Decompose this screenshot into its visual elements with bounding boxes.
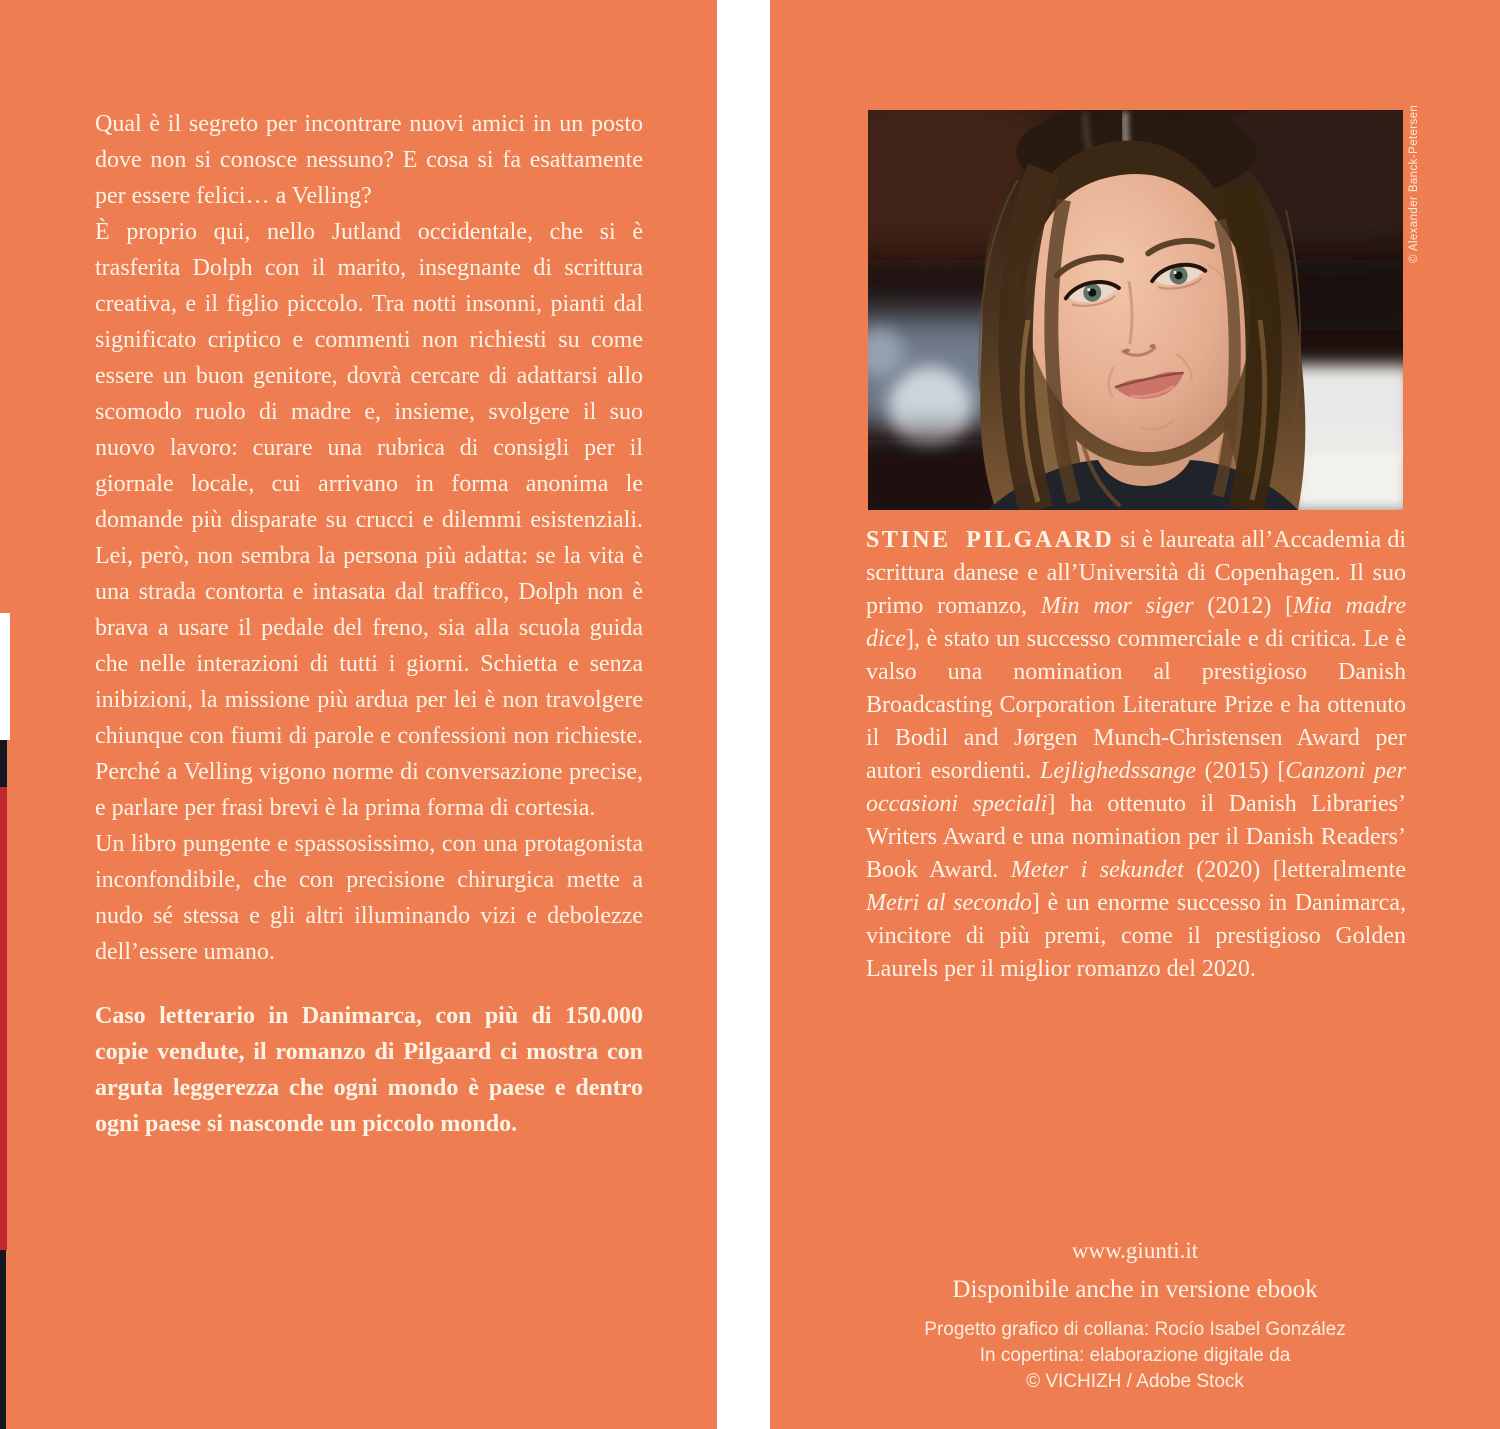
blurb-paragraph-1: Qual è il segreto per incontrare nuovi amici in un posto dove non si conosce nessuno? E cosa si fa esattamente per essere felici… a Velling?: [95, 111, 643, 209]
edge-sliver-dark-top: [0, 740, 7, 787]
blurb-paragraph-2: È proprio qui, nello Jutland occidentale, che si è trasferita Dolph con il marito, insegnante di scrittura creativa, e il figlio piccolo. Tra notti insonni, pianti dal significato criptico e commenti non richiesti su come essere un buon genitore, dovrà cercare di adattarsi allo scomodo ruolo di madre e, insieme, svolgere il suo nuovo lavoro: curare una rubrica di consigli per il giornale locale, cui arrivano in forma anonima le domande più disparate su crucci e dilemmi esistenziali. Lei, però, non sembra la persona più adatta: se la vita è una strada contorta e intasata dal traffico, Dolph non è brava a usare il pedale del freno, sia alla scuola guida che nelle interazioni di tutti i giorni. Schietta e senza inibizioni, la missione più ardua per lei è non travolgere chiunque con fiumi di parole e confessioni non richieste. Perché a Velling vigono norme di conversazione precise, e parlare per frasi brevi è la prima forma di cortesia.: [95, 219, 643, 821]
edge-sliver-white: [0, 613, 10, 740]
blurb-paragraph-3: Un libro pungente e spassosissimo, con una protagonista inconfondibile, che con precisione chirurgica mette a nudo sé stessa e gli altri illuminando vizi e debolezze dell’essere umano.: [95, 831, 643, 965]
edge-sliver-red: [0, 787, 7, 1250]
publisher-website: www.giunti.it: [1071, 1238, 1199, 1263]
ebook-note: Disponibile anche in versione ebook: [952, 1276, 1318, 1303]
print-credits: [770, 1317, 1500, 1395]
edge-sliver-dark-bottom: [0, 1250, 6, 1429]
cover-credit-line-2: © VICHIZH / Adobe Stock: [1026, 1371, 1244, 1392]
sales-highlight-paragraph: Caso letterario in Danimarca, con più di 150.000 copie vendute, il romanzo di Pilgaard ci mostra con arguta leggerezza che ogni mondo è paese e dentro ogni paese si nasconde un piccolo mondo.: [95, 1003, 643, 1137]
author-portrait-illustration: [868, 110, 1403, 510]
back-cover-panel: [0, 0, 717, 1429]
jacket-gutter: [717, 0, 770, 1429]
author-photo: [868, 110, 1403, 510]
back-cover-blurb: [95, 106, 643, 1142]
cover-credit-line-1: In copertina: elaborazione digitale da: [979, 1345, 1291, 1366]
author-bio: STINE PILGAARD si è laureata all’Accademia di scrittura danese e all’Università di Copenhagen. Il suo primo romanzo, Min mor siger (2012) [Mia madre dice], è stato un successo commerciale e di critica. Le è valso una nomination al prestigioso Danish Broadcasting Corporation Literature Prize e ha ottenuto il Bodil and Jørgen Munch-Christensen Award per autori esordienti. Lejlighedssange (2015) [Canzoni per occasioni speciali] ha ottenuto il Danish Libraries’ Writers Award e una nomination per il Danish Readers’ Book Award. Meter i sekundet (2020) [letteralmente Metri al secondo] è un enorme successo in Danimarca, vincitore di più premi, come il prestigioso Golden Laurels per il miglior romanzo del 2020.: [866, 527, 1407, 982]
photo-credit: © Alexander Banck-Petersen: [1408, 104, 1420, 263]
design-credit: Progetto grafico di collana: Rocío Isabel González: [924, 1319, 1346, 1340]
flap-panel: [770, 0, 1500, 1429]
